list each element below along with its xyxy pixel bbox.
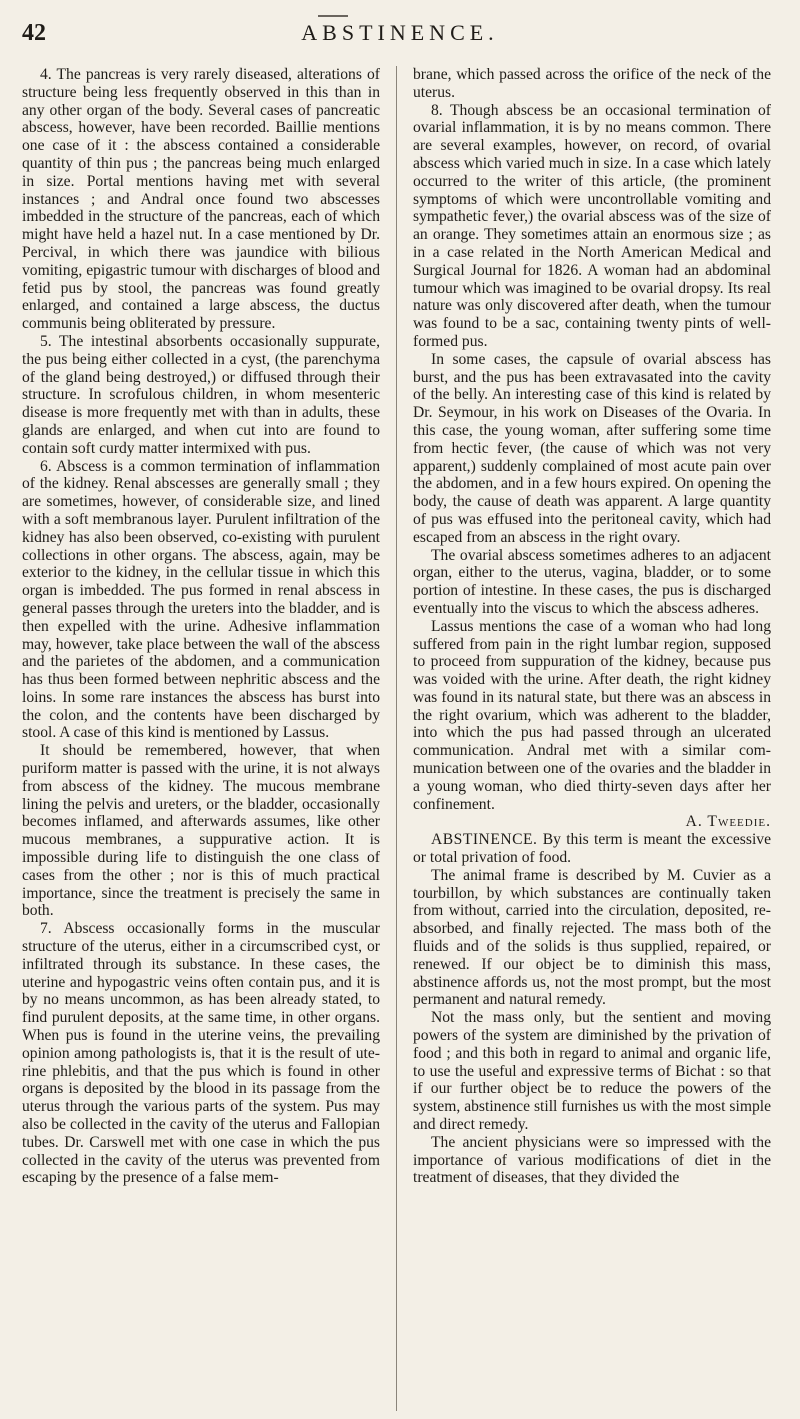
- paragraph-puriform-matter: It should be remembered, however, that when puriform matter is passed with the urine, it is not always from abscess of the kidney. The mucous membrane lining the pelvis and ureters, or the bladder, occasionally becomes inflamed, and afterwards assumes, like other mucous membranes, a suppurative action. It is impossible during life to distinguish the one class of cases from the other ; nor is this of much practical importance, since the treatment is precisely the same in both.: [22, 742, 380, 920]
- abstinence-paragraph-cuvier: The animal frame is described by M. Cuvier as a tourbillon, by which substances are continually taken from without, carried into the circulation, deposited, re-absorbed, and finally rejected. The mass both of the fluids and of the solids is thus supplied, repaired, or renewed. If our object be to diminish this mass, abstinence affords us, not the most prompt, but the most permanent and natural remedy.: [413, 866, 771, 1009]
- page-number: 42: [22, 20, 46, 46]
- paragraph-lassus-case: Lassus mentions the case of a woman who had long suffered from pain in the right lumbar region, supposed to proceed from suppuration of the kidney, because pus was voided with the urine. After death, the right kidney was found in its natural state, but there was an abscess in the right ovarium, which was adherent to the bladder, into which the pus had passed through an ulcerated communication. Andral met with a similar communication between one of the ovaries and the bladder in a young woman, who died thirty-seven days after her confinement.: [413, 617, 771, 813]
- left-column: [22, 66, 380, 1187]
- column-divider: [396, 66, 397, 1411]
- running-title: ABSTINENCE.: [301, 20, 499, 45]
- paragraph-kidney: 6. Abscess is a common termination of inflammation of the kidney. Renal abscesses are generally small ; they are sometimes, however, of considerable size, and lined with a soft membranous layer. Purulent infiltration of the kidney has also been observed, co-existing with purulent collections in other organs. The abscess, again, may be exterior to the kidney, in the cellular tissue in which this organ is imbedded. The pus formed in renal abscess in general passes through the ureters into the bladder, and is then expelled with the urine. Adhesive inflammation may, however, take place between the wall of the abscess and the parietes of the abdomen, and a communication has thus been formed between nephritic abscess and the loins. In some rare instances the abscess has burst into the colon, and the contents have been discharged by stool. A case of this kind is mentioned by Lassus.: [22, 457, 380, 742]
- paragraph-pancreas: 4. The pancreas is very rarely diseased, alterations of structure being less frequently observed in this than in any other organ of the body. Several cases of pancreatic abscess, however, have been recorded. Baillie mentions one case of it : the abscess contained a considerable quantity of thin pus ; the pancreas being much enlarged in size. Portal mentions having met with several instances ; and Andral once found two abscesses imbedded in the structure of the pancreas, each of which might have held a hazel nut. In a case mentioned by Dr. Percival, in which there was jaundice with bilious vomiting, epigastric tumour with discharges of blood and fetid pus by stool, the pancreas was found greatly enlarged, and contained a large abscess, the ductus communis being obliterated by pressure.: [22, 66, 380, 333]
- abstinence-intro: [413, 831, 771, 867]
- author-signature: A. Tweedie.: [685, 813, 771, 831]
- abstinence-paragraph-powers: Not the mass only, but the sentient and moving powers of the system are diminished by the privation of food ; and this both in regard to animal and organic life, to use the useful and expressive terms of Bichat : so that if our further object be to reduce the powers of the system, abstinence still furnishes us with the most simple and direct remedy.: [413, 1009, 771, 1134]
- paragraph-adjacent-organ: The ovarial abscess sometimes adheres to an adjacent organ, either to the uterus, vagina, bladder, or to some portion of intestine. In these cases, the pus is discharged eventually into the viscus to which the abscess adheres.: [413, 546, 771, 617]
- rule-mark: [318, 15, 348, 17]
- paragraph-capsule-burst: In some cases, the capsule of ovarial abscess has burst, and the pus has been extravasated into the cavity of the belly. An interesting case of this kind is related by Dr. Seymour, in his work on Diseases of the Ovaria. In this case, the young woman, after suffering some time from hectic fever, (the cause of which was not very apparent,) suddenly complained of most acute pain over the abdomen, and in a few hours expired. On opening the body, the cause of death was apparent. A large quantity of pus was effused into the peritoneal cavity, which had escaped from an abscess in the right ovary.: [413, 350, 771, 546]
- right-column: [413, 66, 771, 1187]
- entry-title: ABSTINENCE.: [431, 831, 538, 849]
- paragraph-uterus: 7. Abscess occasionally forms in the muscular structure of the uterus, either in a circumscribed cyst, or infiltrated through its substance. In these cases, the uterine and hypogastric veins often contain pus, and it is by no means uncommon, as has been already stated, to find purulent deposits, at the same time, in other organs. When pus is found in the uterine veins, the prevailing opinion among pathologists is, that it is the result of uterine phlebitis, and that the pus which is found in other organs is deposited by the blood in its passage from the uterus through the various parts of the system. Pus may also be collected in the cavity of the uterus and Fallopian tubes. Dr. Carswell met with one case in which the pus collected in the cavity of the uterus was prevented from escaping by the presence of a false mem-: [22, 920, 380, 1187]
- paragraph-continuation: brane, which passed across the orifice of the neck of the uterus.: [413, 66, 771, 101]
- paragraph-ovarial-abscess: 8. Though abscess be an occasional termination of ovarial inflammation, it is by no means common. There are several examples, however, on record, of ovarial abscess which varied much in size. In a case which lately occurred to the writer of this article, (the prominent symptoms of which were uncontrollable vomiting and sympathetic fever,) the ovarial abscess was of the size of an orange. They sometimes attain an enormous size ; as in a case related in the North American Medical and Surgical Journal for 1826. A woman had an abdominal tumour which was imagined to be ovarial dropsy. Its real nature was only discovered after death, when the tumour was found to be a sac, containing twenty pints of well-formed pus.: [413, 101, 771, 350]
- abstinence-definition: By this term is meant the excessive or total privation of food.: [413, 831, 771, 867]
- paragraph-intestinal-absorbents: 5. The intestinal absorbents occasionally suppurate, the pus being either collected in a cyst, (the parenchyma of the gland being destroyed,) or diffused through their structure. In scrofulous children, in whom mesenteric disease is more frequently met with than in adults, these glands are enlarged, and when cut into are found to contain soft curdy matter intermixed with pus.: [22, 332, 380, 457]
- abstinence-paragraph-ancient: The ancient physicians were so impressed with the importance of various modifications of diet in the treatment of diseases, that they divided the: [413, 1133, 771, 1187]
